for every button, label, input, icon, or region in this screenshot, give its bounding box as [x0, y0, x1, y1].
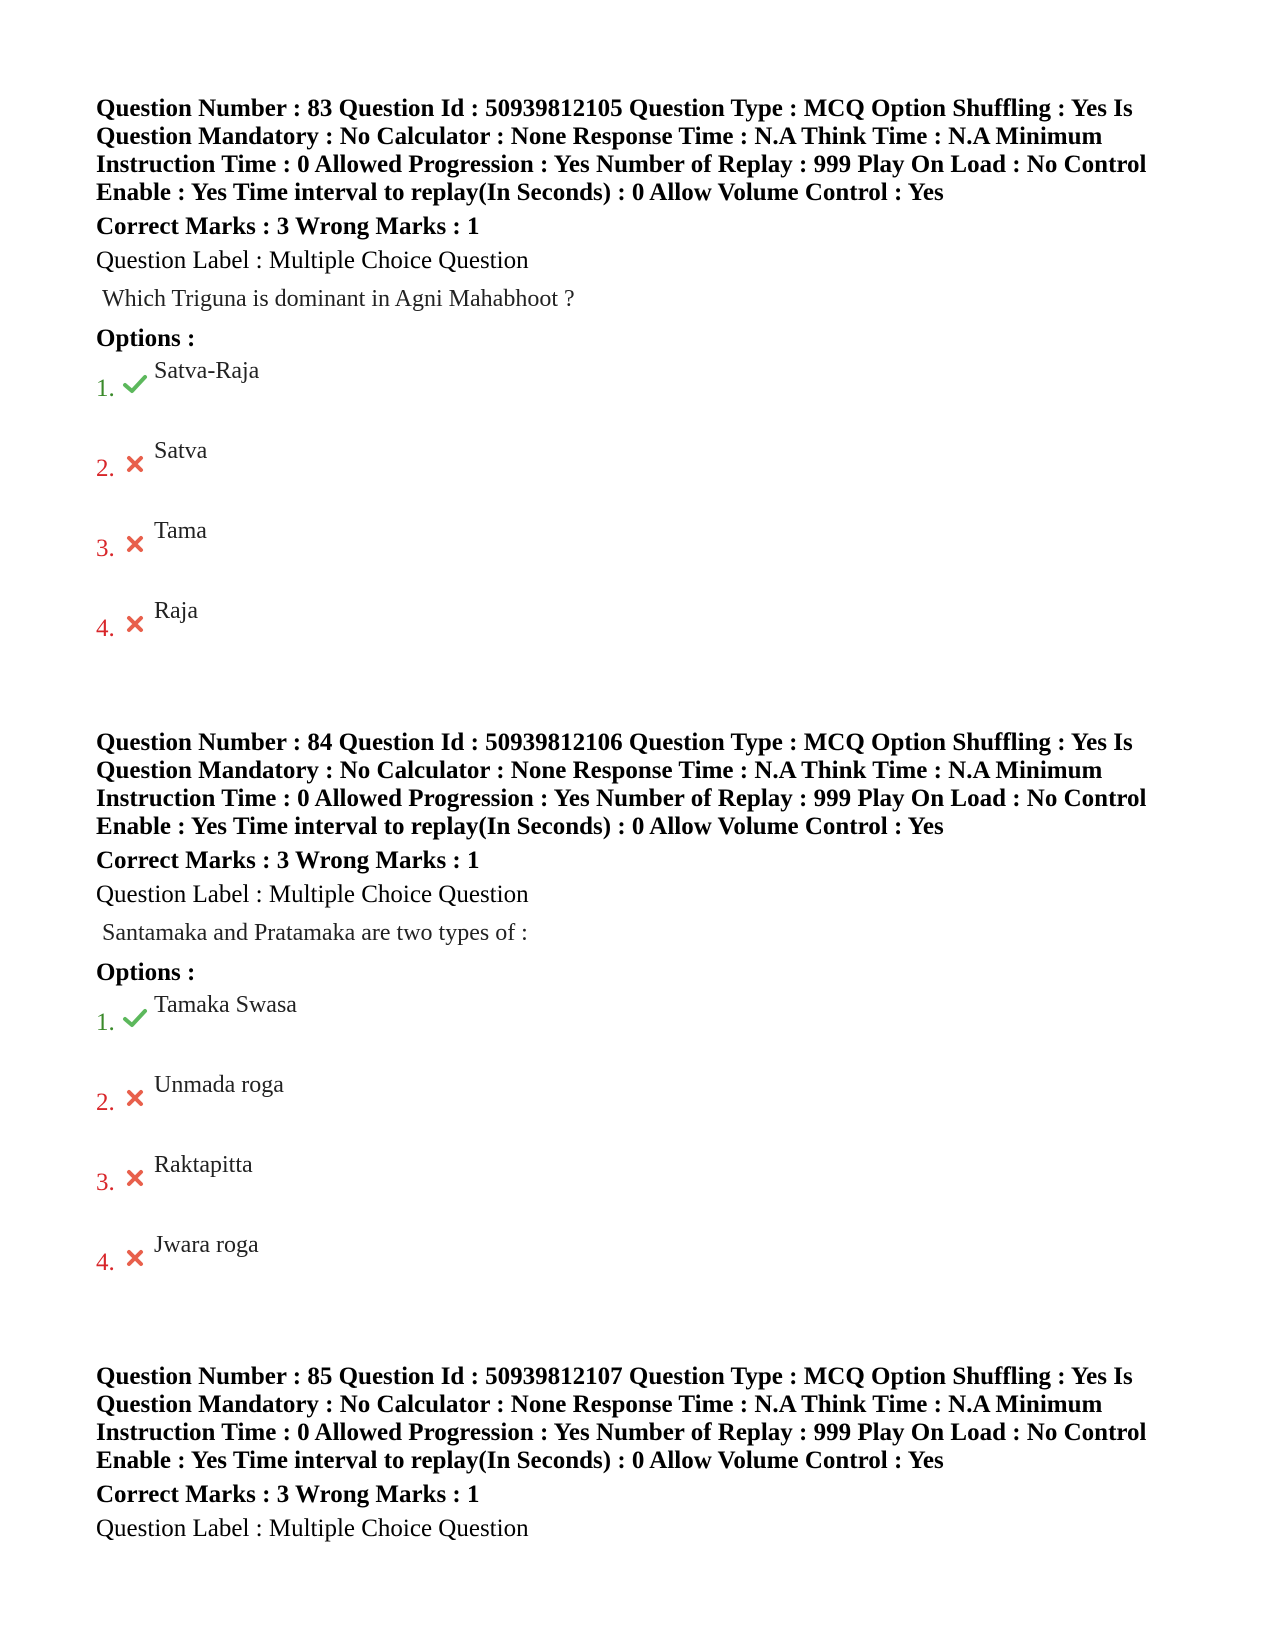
- option-item: [96, 353, 1186, 433]
- options-list: [96, 353, 1186, 673]
- option-number: 3.: [96, 535, 115, 562]
- cross-icon: [122, 1085, 148, 1111]
- option-item: [96, 1067, 1186, 1147]
- option-text: Satva-Raja: [154, 358, 260, 384]
- option-item: [96, 593, 1186, 673]
- question-meta: [96, 729, 1186, 841]
- question-meta-line: Instruction Time : 0 Allowed Progression : Yes Number of Replay : 999 Play On Load : No Control: [96, 151, 1147, 178]
- check-icon: [122, 1005, 148, 1031]
- question-meta-line: Question Number : 84 Question Id : 50939812106 Question Type : MCQ Option Shuffling : Yes Is: [96, 729, 1133, 756]
- question-label: Question Label : Multiple Choice Question: [96, 881, 529, 908]
- marks-line: Correct Marks : 3 Wrong Marks : 1: [96, 1481, 480, 1508]
- option-number: 1.: [96, 375, 115, 402]
- option-text: Tama: [154, 518, 207, 544]
- question-meta-line: Enable : Yes Time interval to replay(In Seconds) : 0 Allow Volume Control : Yes: [96, 1447, 944, 1474]
- option-item: [96, 987, 1186, 1067]
- check-icon: [122, 371, 148, 397]
- option-text: Raja: [154, 598, 198, 624]
- marks-line: Correct Marks : 3 Wrong Marks : 1: [96, 213, 480, 240]
- options-heading: Options :: [96, 959, 196, 986]
- question-label: Question Label : Multiple Choice Question: [96, 1515, 529, 1542]
- question-meta-line: Question Mandatory : No Calculator : None Response Time : N.A Think Time : N.A Minimum: [96, 1391, 1103, 1418]
- question-meta-line: Enable : Yes Time interval to replay(In Seconds) : 0 Allow Volume Control : Yes: [96, 813, 944, 840]
- options-heading: Options :: [96, 325, 196, 352]
- question-meta-line: Question Mandatory : No Calculator : None Response Time : N.A Think Time : N.A Minimum: [96, 123, 1103, 150]
- option-item: [96, 433, 1186, 513]
- question-block-83: [96, 95, 1186, 673]
- option-text: Raktapitta: [154, 1152, 253, 1178]
- question-meta-line: Instruction Time : 0 Allowed Progression : Yes Number of Replay : 999 Play On Load : No Control: [96, 1419, 1147, 1446]
- option-number: 2.: [96, 1089, 115, 1116]
- question-block-84: [96, 729, 1186, 1307]
- option-number: 2.: [96, 455, 115, 482]
- question-meta-line: Instruction Time : 0 Allowed Progression : Yes Number of Replay : 999 Play On Load : No Control: [96, 785, 1147, 812]
- question-meta-line: Question Mandatory : No Calculator : None Response Time : N.A Think Time : N.A Minimum: [96, 757, 1103, 784]
- marks-line: Correct Marks : 3 Wrong Marks : 1: [96, 847, 480, 874]
- option-item: [96, 513, 1186, 593]
- option-text: Jwara roga: [154, 1232, 259, 1258]
- question-text: Santamaka and Pratamaka are two types of :: [102, 920, 528, 946]
- question-meta: [96, 1363, 1186, 1475]
- option-number: 4.: [96, 1249, 115, 1276]
- option-number: 3.: [96, 1169, 115, 1196]
- question-meta-line: Question Number : 85 Question Id : 50939812107 Question Type : MCQ Option Shuffling : Yes Is: [96, 1363, 1133, 1390]
- cross-icon: [122, 611, 148, 637]
- option-text: Satva: [154, 438, 208, 464]
- option-text: Tamaka Swasa: [154, 992, 297, 1018]
- option-text: Unmada roga: [154, 1072, 284, 1098]
- question-meta-line: Question Number : 83 Question Id : 50939812105 Question Type : MCQ Option Shuffling : Yes Is: [96, 95, 1133, 122]
- option-item: [96, 1227, 1186, 1307]
- question-meta: [96, 95, 1186, 207]
- question-label: Question Label : Multiple Choice Question: [96, 247, 529, 274]
- question-meta-line: Enable : Yes Time interval to replay(In Seconds) : 0 Allow Volume Control : Yes: [96, 179, 944, 206]
- option-number: 4.: [96, 615, 115, 642]
- option-item: [96, 1147, 1186, 1227]
- option-number: 1.: [96, 1009, 115, 1036]
- cross-icon: [122, 531, 148, 557]
- cross-icon: [122, 451, 148, 477]
- options-list: [96, 987, 1186, 1307]
- cross-icon: [122, 1165, 148, 1191]
- document-page: [96, 95, 1186, 1543]
- question-text: Which Triguna is dominant in Agni Mahabhoot ?: [102, 286, 575, 312]
- question-block-85: [96, 1363, 1186, 1543]
- cross-icon: [122, 1245, 148, 1271]
